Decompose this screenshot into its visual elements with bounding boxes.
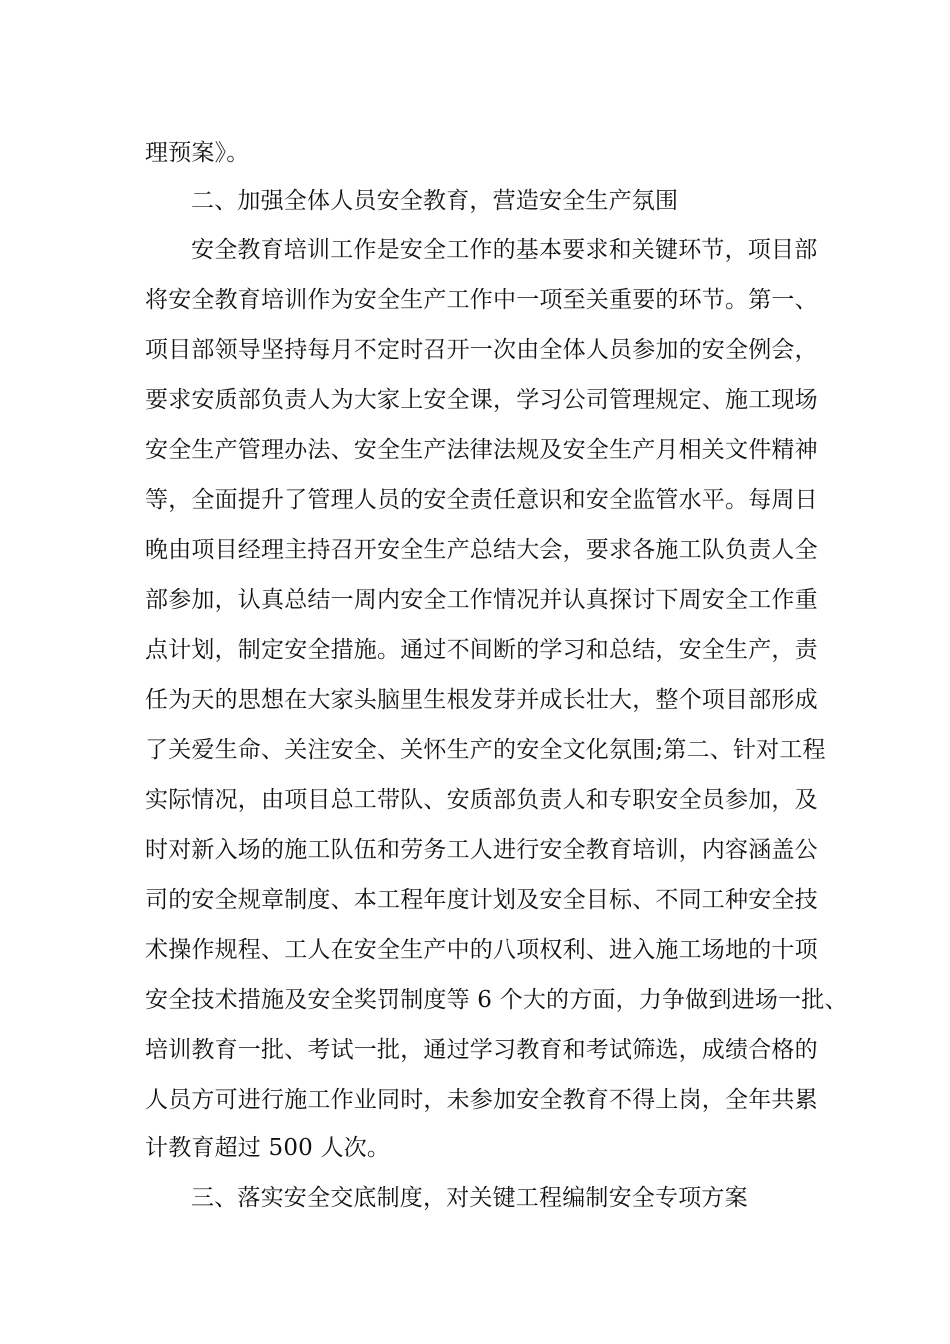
text-line: 项目部领导坚持每月不定时召开一次由全体人员参加的安全例会， xyxy=(145,337,818,363)
text-line: 要求安质部负责人为大家上安全课，学习公司管理规定、施工现场 xyxy=(145,387,818,413)
text-line: 任为天的思想在大家头脑里生根发芽并成长壮大，整个项目部形成 xyxy=(145,687,818,713)
section-heading-3: 三、落实安全交底制度，对关键工程编制安全专项方案 xyxy=(191,1185,748,1211)
text-line: 理预案》。 xyxy=(145,140,250,166)
text-line: 晚由项目经理主持召开安全生产总结大会，要求各施工队负责人全 xyxy=(145,537,818,563)
text-line: 安全生产管理办法、安全生产法律法规及安全生产月相关文件精神 xyxy=(145,437,818,463)
text-line: 人员方可进行施工作业同时，未参加安全教育不得上岗，全年共累 xyxy=(145,1087,818,1113)
section-heading-2: 二、加强全体人员安全教育，营造安全生产氛围 xyxy=(191,188,679,214)
text-line: 点计划，制定安全措施。通过不间断的学习和总结，安全生产，责 xyxy=(145,637,818,663)
paragraph-first-line: 安全教育培训工作是安全工作的基本要求和关键环节，项目部 xyxy=(191,237,818,263)
text-line: 司的安全规章制度、本工程年度计划及安全目标、不同工种安全技 xyxy=(145,887,818,913)
text-line: 部参加，认真总结一周内安全工作情况并认真探讨下周安全工作重 xyxy=(145,587,818,613)
text-line: 培训教育一批、考试一批，通过学习教育和考试筛选，成绩合格的 xyxy=(145,1037,818,1063)
text-line: 了关爱生命、关注安全、关怀生产的安全文化氛围;第二、针对工程 xyxy=(145,737,826,763)
text-line: 实际情况，由项目总工带队、安质部负责人和专职安全员参加，及 xyxy=(145,787,818,813)
text-line: 计教育超过 500 人次。 xyxy=(145,1135,391,1161)
text-line: 将安全教育培训作为安全生产工作中一项至关重要的环节。第一、 xyxy=(145,287,818,313)
text-line: 等，全面提升了管理人员的安全责任意识和安全监管水平。每周日 xyxy=(145,487,818,513)
text-line: 时对新入场的施工队伍和劳务工人进行安全教育培训，内容涵盖公 xyxy=(145,837,818,863)
text-line: 术操作规程、工人在安全生产中的八项权利、进入施工场地的十项 xyxy=(145,937,818,963)
text-line: 安全技术措施及安全奖罚制度等 6 个大的方面，力争做到进场一批、 xyxy=(145,987,848,1013)
